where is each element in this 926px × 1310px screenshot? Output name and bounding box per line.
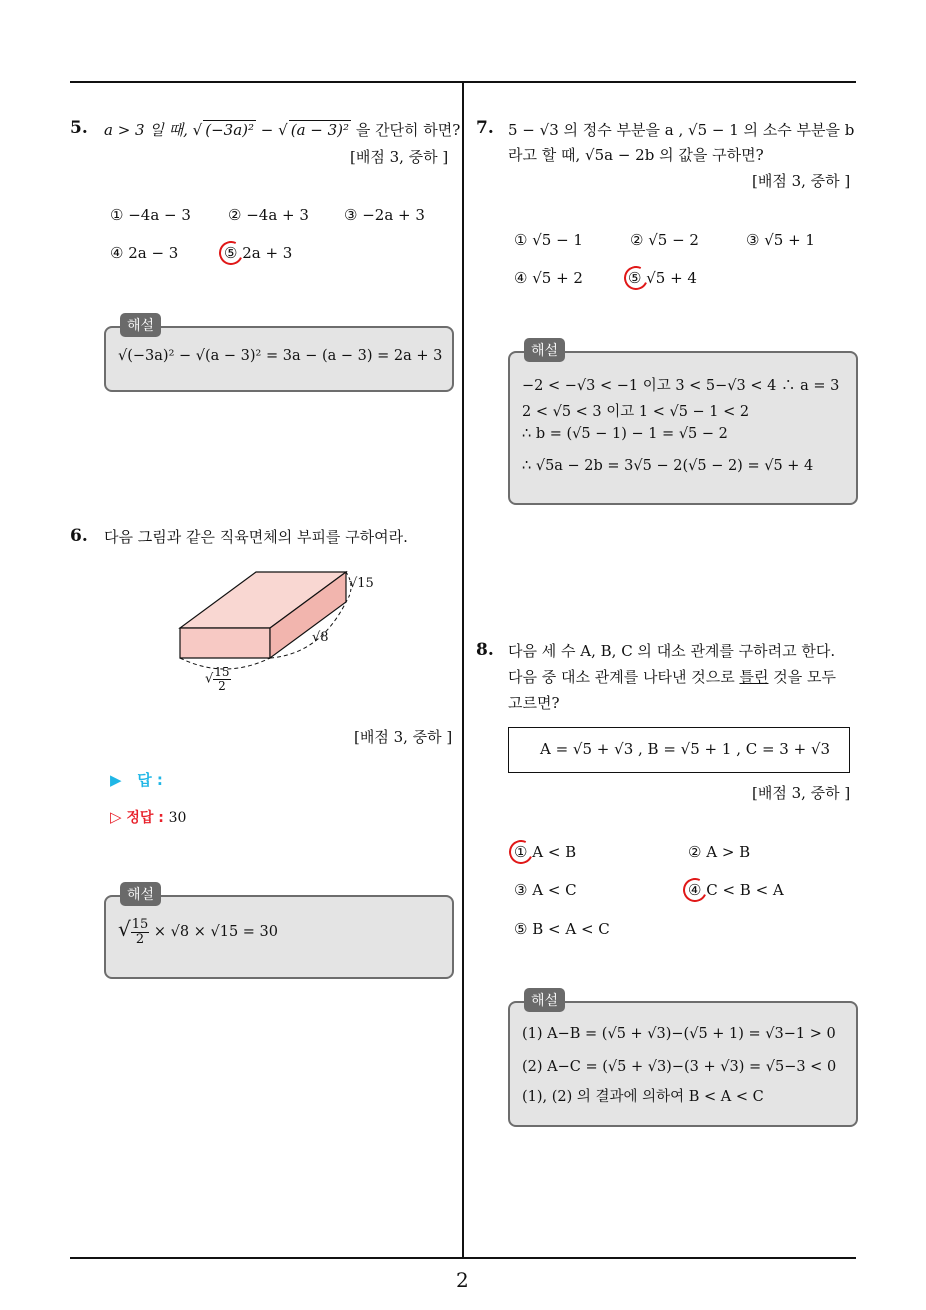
column-divider xyxy=(462,83,464,1258)
q5-selected-marker xyxy=(216,238,247,269)
q5-prompt-expr-b: (a − 3)² xyxy=(290,121,350,139)
q8-given-text: A = √5 + √3 , B = √5 + 1 , C = 3 + √3 xyxy=(540,740,831,758)
q7-solution-line-3: ∴ b = (√5 − 1) − 1 = √5 − 2 xyxy=(522,426,728,442)
q7-option-5[interactable]: ⑤ √5 + 4 xyxy=(628,269,697,287)
q7-selected-marker xyxy=(621,263,652,294)
q6-solution-text: √ $\frac{15}{2}$ × √8 × √15 = 30 xyxy=(118,916,279,947)
cuboid-depth-label: √8 xyxy=(312,630,329,645)
q6-correct-row xyxy=(110,808,186,828)
play-icon: ▶ xyxy=(110,771,122,789)
q6-score: [배점 3, 중하 ] xyxy=(354,728,453,746)
q8-selected-marker-4 xyxy=(680,875,711,906)
q8-line1: 다음 세 수 A, B, C 의 대소 관계를 구하려고 한다. xyxy=(508,642,836,660)
q8-solution-line-1: (1) A−B = (√5 + √3)−(√5 + 1) = √3−1 > 0 xyxy=(522,1026,836,1042)
q8-line2: 다음 중 대소 관계를 나타낸 것으로 틀린 것을 모두 xyxy=(508,668,836,686)
q8-solution-line-3: (1), (2) 의 결과에 의하여 B < A < C xyxy=(522,1089,764,1105)
q8-option-1[interactable]: ① A < B xyxy=(514,843,577,861)
q7-option-4[interactable]: ④ √5 + 2 xyxy=(514,269,583,287)
q8-score: [배점 3, 중하 ] xyxy=(752,784,851,802)
q7-solution-line-1: −2 < −√3 < −1 이고 3 < 5−√3 < 4 ∴ a = 3 xyxy=(522,378,840,394)
q7-number: 7. xyxy=(476,118,494,138)
q8-solution-line-2: (2) A−C = (√5 + √3)−(3 + √3) = √5−3 < 0 xyxy=(522,1059,837,1075)
q8-option-2[interactable]: ② A > B xyxy=(688,843,751,861)
q5-score: [배점 3, 중하 ] xyxy=(350,148,449,166)
cuboid-front-face xyxy=(180,628,270,658)
q5-prompt-minus: − xyxy=(260,121,274,139)
q5-solution-tag: 해설 xyxy=(120,313,161,337)
q6-solution-tag: 해설 xyxy=(120,882,161,906)
bottom-rule xyxy=(70,1257,856,1259)
q8-option-5[interactable]: ⑤ B < A < C xyxy=(514,920,610,938)
q5-solution-text: √(−3a)² − √(a − 3)² = 3a − (a − 3) = 2a + 3 xyxy=(118,348,443,364)
q8-selected-marker-1 xyxy=(506,837,537,868)
q8-solution-tag: 해설 xyxy=(524,988,565,1012)
cuboid-height-label: √15 xyxy=(349,576,374,591)
q6-answer-row xyxy=(110,771,163,790)
q8-number: 8. xyxy=(476,640,494,660)
cuboid-width-label: √ $\frac{15}{2}$ xyxy=(205,665,230,693)
q7-option-2[interactable]: ② √5 − 2 xyxy=(630,231,699,249)
q5-option-5[interactable]: ⑤ 2a + 3 xyxy=(224,244,293,262)
q7-option-1[interactable]: ① √5 − 1 xyxy=(514,231,583,249)
q7-line2: 라고 할 때, √5a − 2b 의 값을 구하면? xyxy=(508,146,764,164)
q7-solution-line-4: ∴ √5a − 2b = 3√5 − 2(√5 − 2) = √5 + 4 xyxy=(522,458,814,474)
q6-prompt: 다음 그림과 같은 직육면체의 부피를 구하여라. xyxy=(104,528,408,546)
q7-score: [배점 3, 중하 ] xyxy=(752,172,851,190)
q5-prompt-expr-a: (−3a)² xyxy=(205,121,255,139)
q5-option-4[interactable]: ④ 2a − 3 xyxy=(110,244,179,262)
q5-option-2[interactable]: ② −4a + 3 xyxy=(228,206,309,224)
q8-line3: 고르면? xyxy=(508,694,560,712)
q5-prompt-pre: a > 3 일 때, xyxy=(104,121,188,139)
q5-option-3[interactable]: ③ −2a + 3 xyxy=(344,206,425,224)
q5-option-1[interactable]: ① −4a − 3 xyxy=(110,206,191,224)
q6-correct-value: 30 xyxy=(168,810,187,826)
q7-solution-tag: 해설 xyxy=(524,338,565,362)
q5-prompt-post: 을 간단히 하면? xyxy=(355,121,461,139)
q5-prompt: a > 3 일 때, √ (−3a)² − √ (a − 3)² 을 간단히 하면? xyxy=(104,121,461,139)
q7-solution-line-2: 2 < √5 < 3 이고 1 < √5 − 1 < 2 xyxy=(522,404,750,420)
q8-option-4[interactable]: ④ C < B < A xyxy=(688,881,784,899)
q7-line1: 5 − √3 의 정수 부분을 a , √5 − 1 의 소수 부분을 b xyxy=(508,121,855,139)
q8-emphasis-wrong: 틀린 xyxy=(739,668,769,686)
q8-option-3[interactable]: ③ A < C xyxy=(514,881,577,899)
q6-correct-label: 정답 : xyxy=(126,810,164,826)
q7-option-3[interactable]: ③ √5 + 1 xyxy=(746,231,815,249)
q6-solution-tail: × √8 × √15 = 30 xyxy=(153,924,279,940)
page-number: 2 xyxy=(456,1268,469,1292)
q6-answer-label: 답 : xyxy=(137,771,163,789)
q5-number: 5. xyxy=(70,118,88,138)
hollow-play-icon: ▷ xyxy=(110,808,122,826)
q6-number: 6. xyxy=(70,526,88,546)
